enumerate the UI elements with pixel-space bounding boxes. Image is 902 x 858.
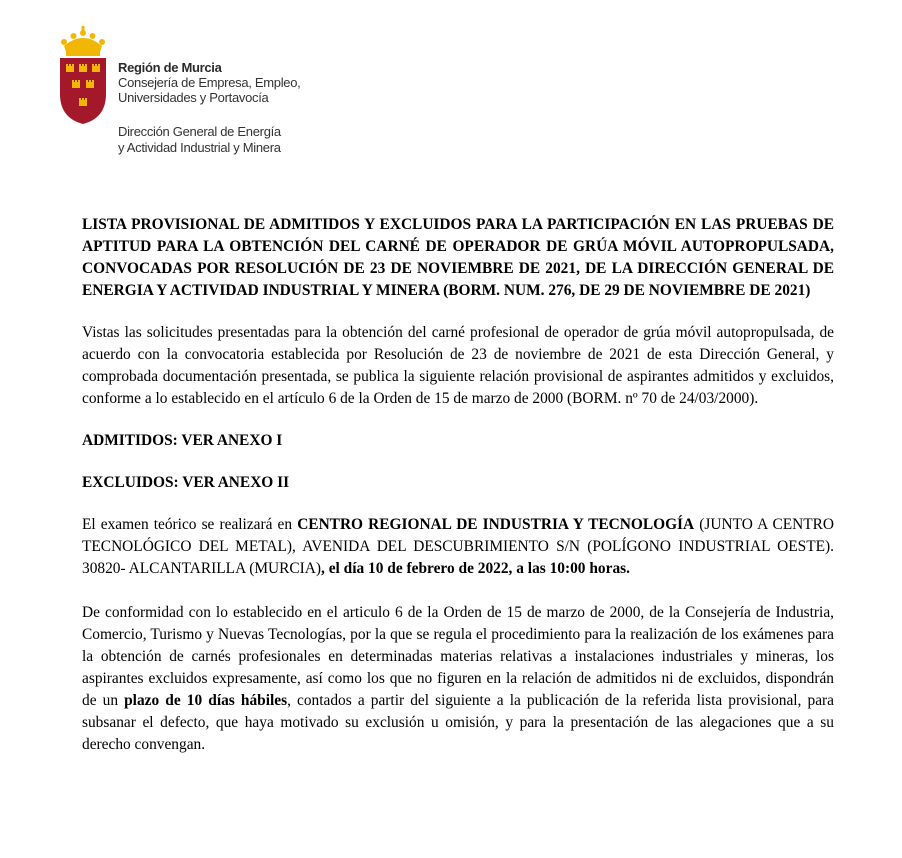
document-title: LISTA PROVISIONAL DE ADMITIDOS Y EXCLUIDOS PARA LA PARTICIPACIÓN EN LAS PRUEBAS DE APTITUD PARA LA OBTENCIÓN DEL CARNÉ DE OPERADOR DE GRÚA MÓVIL AUTOPROPULSADA, CONVOCADAS POR RESOLUCIÓN DE 23 DE NOVIEMBRE DE 2021, DE LA DIRECCIÓN GENERAL DE ENERGIA Y ACTIVIDAD INDUSTRIAL Y MINERA (BORM. NUM. 276, DE 29 DE NOVIEMBRE DE 2021) [82,216,834,299]
exam-lead: El examen teórico se realizará en [82,516,298,533]
deadline-paragraph [82,602,834,756]
organization-block [118,60,300,105]
region-coat-of-arms-icon [58,26,108,126]
deadline-term: plazo de 10 días hábiles [124,692,288,709]
document-body [82,214,834,756]
deadline-lead: De conformidad con lo establecido en el articulo 6 de la Orden de 15 de marzo de 2000, de la Consejería de Industria, Comercio, Turismo y Nuevas Tecnologías, por la que se regula el procedimiento para la realización de los exámenes para la obtención de carnés profesionales en determinadas materias relativas a instalaciones industriales y mineras, los aspirantes excluidos expresamente, así como los que no figuren en la relación de admitidos ni de excluidos, dispondrán de un [82,604,834,709]
organization-line-3: Universidades y Portavocía [118,90,269,105]
department-line-1: Dirección General de Energía [118,124,281,139]
organization-name: Región de Murcia [118,60,222,75]
department-line-2: y Actividad Industrial y Minera [118,140,281,155]
organization-line-2: Consejería de Empresa, Empleo, [118,75,301,90]
intro-paragraph: Vistas las solicitudes presentadas para la obtención del carné profesional de operador de grúa móvil autopropulsada, de acuerdo con la convocatoria establecida por Resolución de 23 de noviembre de 2021 de esta Dirección General, y comprobada documentación presentada, se publica la siguiente relación provisional de aspirantes admitidos y excluidos, conforme a lo establecido en el artículo 6 de la Orden de 15 de marzo de 2000 (BORM. nº 70 de 24/03/2000). [82,324,834,407]
exam-paragraph [82,514,834,580]
excluded-heading: EXCLUIDOS: VER ANEXO II [82,474,290,491]
department-block [118,124,281,156]
exam-date: , el día 10 de febrero de 2022, a las 10:00 horas. [321,560,630,577]
admitted-heading: ADMITIDOS: VER ANEXO I [82,432,283,449]
letterhead [58,26,388,166]
exam-address: (JUNTO A CENTRO TECNOLÓGICO DEL METAL), AVENIDA DEL DESCUBRIMIENTO S/N (POLÍGONO INDUSTRIAL OESTE). 30820- ALCANTARILLA (MURCIA) [82,516,835,577]
exam-place: CENTRO REGIONAL DE INDUSTRIA Y TECNOLOGÍA [297,516,695,533]
deadline-rest: , contados a partir del siguiente a la publicación de la referida lista provisional, para subsanar el defecto, que haya motivado su exclusión u omisión, y para la presentación de las alegaciones que a su derecho convengan. [82,692,834,753]
